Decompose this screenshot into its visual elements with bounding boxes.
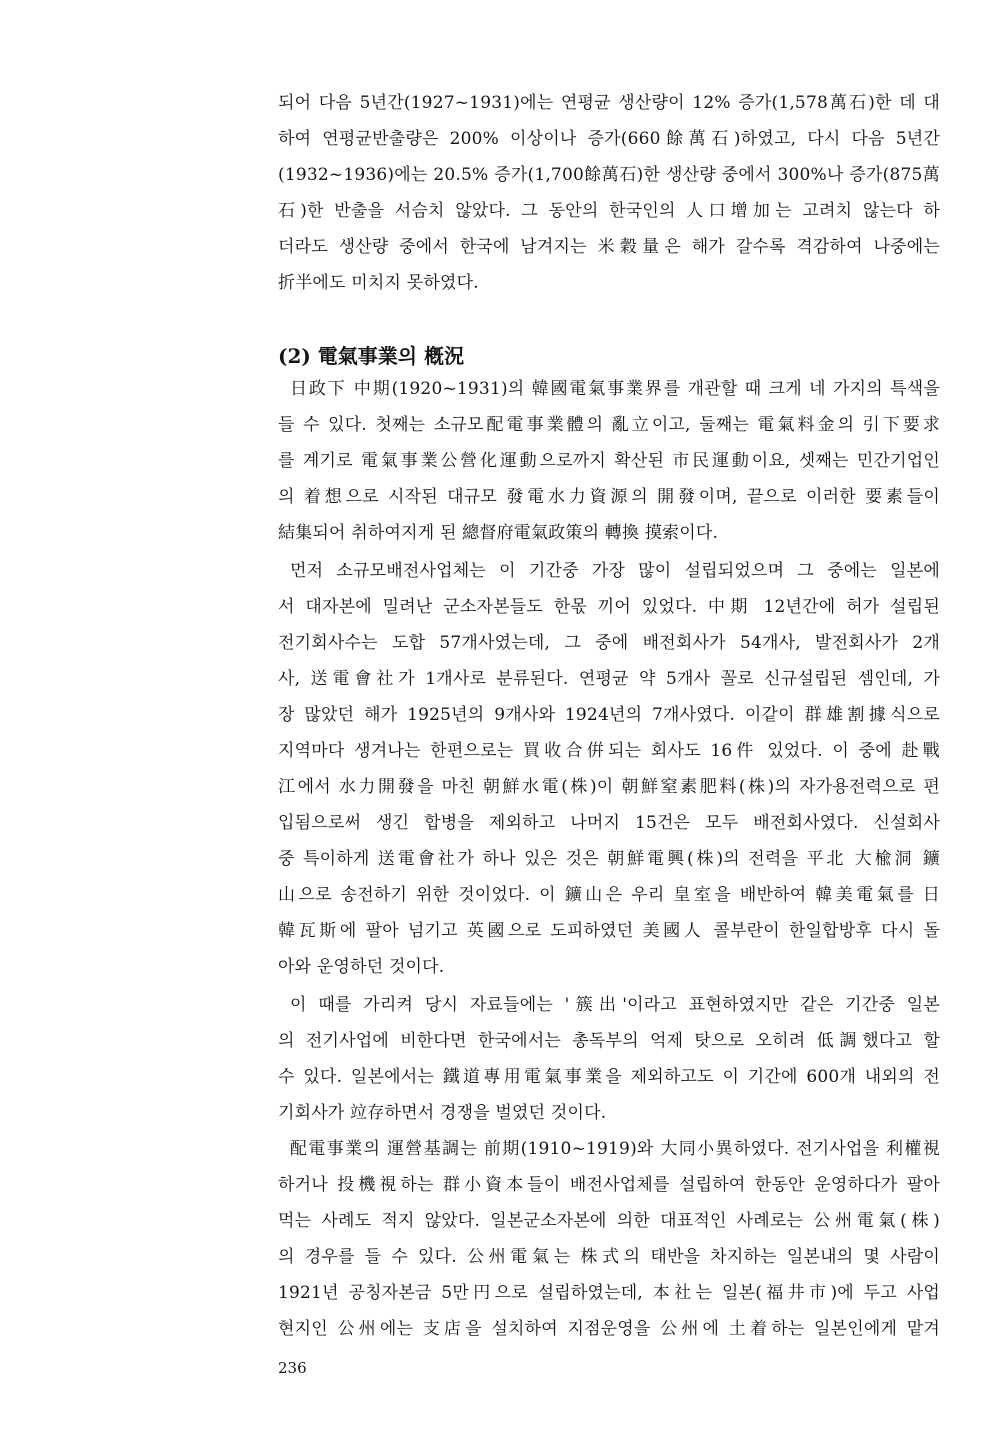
text-line: 1921년 공칭자본금 5만円으로 설립하였는데, 本社는 일본(福井市)에 두고 사업 <box>278 1283 940 1303</box>
text-line: 韓瓦斯에 팔아 넘기고 英國으로 도피하였던 美國人 콜부란이 한일합방후 다시 돌 <box>278 921 940 941</box>
text-line: 사, 送電會社가 1개사로 분류된다. 연평균 약 5개사 꼴로 신규설립된 셈인데, 가 <box>278 669 940 689</box>
text-line: 日政下 中期(1920~1931)의 韓國電氣事業界를 개관할 때 크게 네 가지의 특색을 <box>290 379 940 399</box>
text-line: 서 대자본에 밀려난 군소자본들도 한몫 끼어 있었다. 中期 12년간에 허가 설립된 <box>278 597 940 617</box>
text-line: 하거나 投機視하는 群小資本들이 배전사업체를 설립하여 한동안 운영하다가 팔아 <box>278 1175 940 1195</box>
text-line: 중 특이하게 送電會社가 하나 있은 것은 朝鮮電興(株)의 전력을 平北 大楡洞 鑛 <box>278 849 940 869</box>
text-line: 石)한 반출을 서슴치 않았다. 그 동안의 한국인의 人口增加는 고려치 않는다 하 <box>278 201 940 221</box>
text-line: 먼저 소규모배전사업체는 이 기간중 가장 많이 설립되었으며 그 중에는 일본에 <box>290 561 940 581</box>
text-line: 結集되어 취하여지게 된 總督府電氣政策의 轉換 摸索이다. <box>278 523 719 543</box>
text-line: 기회사가 竝存하면서 경쟁을 벌였던 것이다. <box>278 1103 607 1123</box>
text-line: 전기회사수는 도합 57개사였는데, 그 중에 배전회사가 54개사, 발전회사가 2개 <box>278 633 940 653</box>
text-line: 山으로 송전하기 위한 것이었다. 이 鑛山은 우리 皇室을 배반하여 韓美電氣를 日 <box>278 885 940 905</box>
text-line: 수 있다. 일본에서는 鐵道專用電氣事業을 제외하고도 이 기간에 600개 내외의 전 <box>278 1067 940 1087</box>
text-line: 되어 다음 5년간(1927~1931)에는 연평균 생산량이 12% 증가(1,578萬石)한 데 대 <box>278 93 940 113</box>
text-line: 를 계기로 電氣事業公營化運動으로까지 확산된 市民運動이요, 셋째는 민간기업인 <box>278 451 940 471</box>
text-line: 의 경우를 들 수 있다. 公州電氣는 株式의 태반을 차지하는 일본내의 몇 사람이 <box>278 1247 940 1267</box>
text-line: (1932~1936)에는 20.5% 증가(1,700餘萬石)한 생산량 중에서 300%나 증가(875萬 <box>278 165 940 185</box>
page-number: 236 <box>278 1359 307 1377</box>
text-line: 의 着想으로 시작된 대규모 發電水力資源의 開發이며, 끝으로 이러한 要素들이 <box>278 487 940 507</box>
text-line: 더라도 생산량 중에서 한국에 남겨지는 米穀量은 해가 갈수록 격감하여 나중에는 <box>278 237 940 257</box>
section-heading: (2) 電氣事業의 槪況 <box>278 344 465 368</box>
text-line: 현지인 公州에는 支店을 설치하여 지점운영을 公州에 土着하는 일본인에게 맡겨 <box>278 1319 940 1339</box>
text-line: 입됨으로써 생긴 합병을 제외하고 나머지 15건은 모두 배전회사였다. 신설회사 <box>278 813 940 833</box>
text-line: 지역마다 생겨나는 한편으로는 買收合倂되는 회사도 16件 있었다. 이 중에 赴戰 <box>278 741 940 761</box>
text-line: 配電事業의 運營基調는 前期(1910~1919)와 大同小異하였다. 전기사업을 利權視 <box>290 1139 940 1159</box>
text-line: 江에서 水力開發을 마친 朝鮮水電(株)이 朝鮮窒素肥料(株)의 자가용전력으로 편 <box>278 777 940 797</box>
text-line: 들 수 있다. 첫째는 소규모配電事業體의 亂立이고, 둘째는 電氣料金의 引下要求 <box>278 415 940 435</box>
text-line: 장 많았던 해가 1925년의 9개사와 1924년의 7개사였다. 이같이 群雄割據식으로 <box>278 705 940 725</box>
text-line: 아와 운영하던 것이다. <box>278 957 445 977</box>
text-line: 의 전기사업에 비한다면 한국에서는 총독부의 억제 탓으로 오히려 低調했다고 할 <box>278 1031 940 1051</box>
text-line: 먹는 사례도 적지 않았다. 일본군소자본에 의한 대표적인 사례로는 公州電氣(株) <box>278 1211 940 1231</box>
text-line: 이 때를 가리켜 당시 자료들에는 '簇出'이라고 표현하였지만 같은 기간중 일본 <box>290 995 940 1015</box>
text-line: 하여 연평균반출량은 200% 이상이나 증가(660餘萬石)하였고, 다시 다음 5년간 <box>278 129 940 149</box>
text-line: 折半에도 미치지 못하였다. <box>278 273 479 293</box>
